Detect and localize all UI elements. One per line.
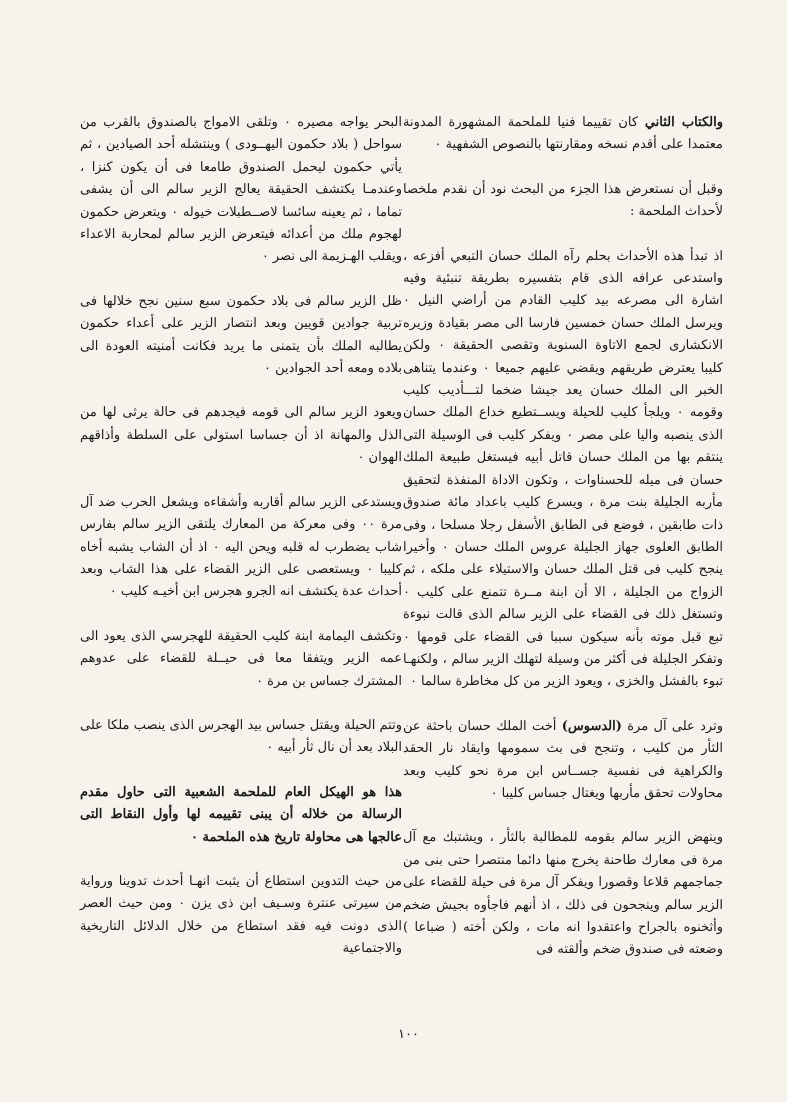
paragraph-structure-summary: هذا هو الهيكل العام للملحمة الشعبية التى حاول مقدم الرسالة من خلاله أن يبنى تقييمه لها وأول النقاط التى عالجها هى محاولة تاريخ هذه الملحمة ٠ [80,784,402,845]
left-column [80,112,402,961]
paragraph-dasous [403,716,723,806]
paragraph-dating: من حيث التدوين استطاع أن يثبت انهـا أحدث تدوينا ورواية من سيرتى عنترة وسـيف ابن ذى يزن ٠ ومن حيث العصر الذى دونت فيه فقد استطاع من خلال الدلائل التاريخية والاجتماعية [80,873,402,957]
paragraph-seven-years: ظل الزير سالم فى بلاد حكمون سبع سنين نجح خلالها فى تربية جوادين قويين وبعد انتصار الزير على أعداء حكمون يطالبه الملك بأن يتمنى ما يريد فكانت أمنيته العودة الى بلاده ومعه أحد الجوادين ٠ [80,293,402,377]
right-column [403,112,723,962]
paragraph-trick: وتتم الحيلة ويقتل جساس بيد الهجرس الذى ينصب ملكا على البلاد بعد أن نال ثأر أبيه ٠ [80,717,402,756]
dasous-pre: وترد على آل مرة [621,718,723,734]
paragraph-return: ويعود الزير سالم الى قومه فيجدهم فى حالة يرثى لها من الذل والمهانة اذ أن جساسا استولى على السلطة وأذاقهم الهوان ٠ [80,405,402,466]
second-book-text: كان تقييما فنيا للملحمة المشهورة المدونة معتمدا على أقدم نسخه ومقارنتها بالنصوص الشفهية ٠ [403,115,723,153]
paragraph-yamama: وتكشف اليمامة ابنة كليب الحقيقة للهجرسي الذى يعود الى عمه الزير ويتفقا معا فى حيــلة للقضاء على عدوهم المشترك جساس بن مرة ٠ [80,628,402,689]
dasous-name: (الدسوس) [561,718,622,734]
page-number: ١٠٠ [398,1027,419,1042]
paragraph-war: ويستدعى الزير سالم أقاربه وأشقاءه ويشعل الحرب ضد آل مرة ٠٠ وفى معركة من المعارك يلتقى الزير سالم بفارس شاب يضطرب له قلبه ويحن اليه ٠ اذ أن الشاب يشبه أخاه كليبا ٠ ويستعصى على الزير القضاء على هذا الشاب وبعد أحداث عدة يكتشف انه الجرو هجرس ابن أخيـه كليب ٠ [80,494,403,600]
paragraph-sea-box: البحر يواجه مصيره ٠ وتلقى الامواج بالصندوق بالقرب من سواحل ( بلاد حكمون اليهــودى ) وينتشله أحد الصيادين ، ثم يأتي حكمون ليحمل الصندوق طامعا فى أن يكون كنزا ، وعندمـا يكتشف الحقيقة يعالج الزير سالم الى أن يشفى تماما ، ثم يعينه سائسا لاصــطبلات خيوله ٠ ويتعرض حكمون لهجوم ملك من أعدائه فيتعرض الزير سالم لمحاربة الاعداء ويقلب الهـزيمة الى نصر ٠ [80,115,402,265]
paragraph-hassan-dream: اذ تبدأ هذه الأحداث بحلم رآه الملك حسان التبعي أفزعه ، واستدعى عرافه الذى قام بتفسيره بطريقة تنبئية وفيه اشارة الى مصرعه بيد كليب القادم من أراضي النيل ٠ ويرسل الملك حسان خمسين فارسا الى مصر بقيادة وزيره الانكشارى لجمع الاتاوة السنوية وتقصى الحقيقة ٠ ولكن كليبا يعترض طريقهم ويقضي عليهم جميعا ٠ وعندما يتناهى الخبر الى الملك حسان يعد جيشا ضخما لتـــأديب كليب وقومه ٠ ويلجأ كليب للحيلة ويســتطيع خداع الملك حسان الذى ينصبه واليا على مصر ٠ ويفكر كليب فى الوسيلة التى ينتقم بها من الملك حسان قاتل أبيه فيستغل طبيعة الملك حسان فى ميله للحسناوات ، وتكون الاداة المنفذة لتحقيق مأربه الجليلة بنت مرة ، ويسرع كليب باعداد مائة صندوق ذات طابقين ، فوضع فى الطابق الأسفل رجلا مسلحا ، وفى الطابق العلوى جهاز الجليلة عروس الملك حسان ٠ وأخيرا ينجح كليب فى قتل الملك حسان والاستيلاء على ملكه ، ثم الزواج من الجليلة ، الا أن ابنة مــرة تتمنع على كليب ٠ وتستغل ذلك فى القضاء على الزير سالم الذى قالت نبوءة تبع قبل موته بأنه سيكون سببا فى القضاء على قومها ٠ وتفكر الجليلة فى أكثر من وسيلة لتهلك الزير سالم ، ولكنهـا تبوء بالفشل والخزى ، ويعود الزير من كل مخاطرة سالما ٠ [403,248,724,690]
paragraph-summary-intro: وقبل أن نستعرض هذا الجزء من البحث نود أن نقدم ملخصا لأحداث الملحمة : [403,181,723,220]
dasous-post: أخت الملك حسان باحثة عن الثأر من كليب ، وتنجح فى بث سمومها وايقاد نار الحقد والكراهية فى نفسية جســاس ابن مرة نحو كليب وبعد محاولات تحقق مأربها ويغتال جساس كليبا ٠ [403,718,723,801]
second-book-lead: والكتاب الثاني [644,115,723,130]
paragraph-second-book [403,112,723,157]
paragraph-zir-revenge: وينهض الزير سالم بقومه للمطالبة بالثأر ، ويشتبك مع آل مرة فى معارك طاحنة يخرج منها دائما منتصرا حتى بنى من جماجمهم قلاعا وقصورا ويفكر آل مرة فى حيلة للقضاء على الزير سالم وينجحون فى ذلك ، اذ أنهم فاجأوه بجيش ضخم وأثخنوه بالجراح واعتقدوا انه مات ، ولكن أخته ( ضباعا ) وضعته فى صندوق ضخم وألقته فى [403,830,723,958]
